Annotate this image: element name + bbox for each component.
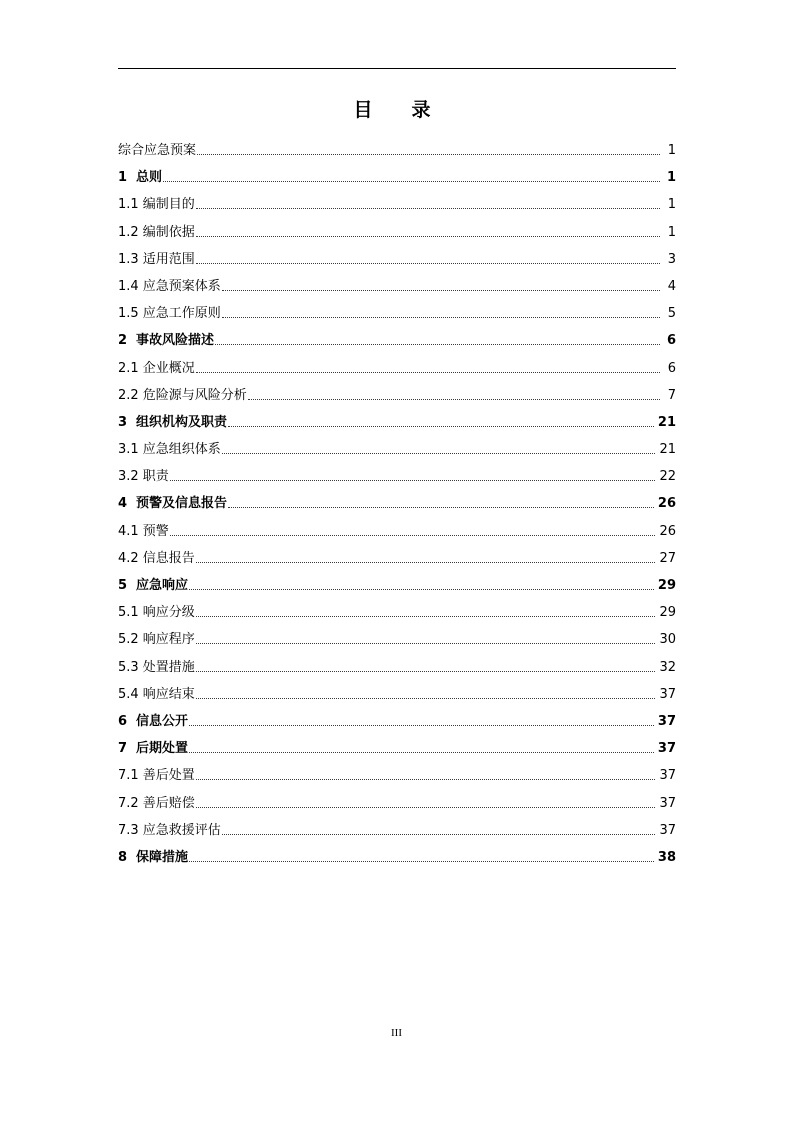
toc-entry[interactable]: [118, 715, 676, 728]
toc-entry-page: 22: [659, 469, 676, 485]
toc-leader-dots: [222, 316, 660, 318]
toc-entry-number: 1.5: [118, 306, 139, 322]
toc-entry-page: 38: [657, 849, 676, 865]
toc-entry-page: 29: [659, 605, 676, 621]
toc-entry-number: 8: [118, 849, 128, 865]
toc-entry-label: 组织机构及职责: [136, 414, 228, 430]
toc-entry-number: 5.3: [118, 659, 139, 675]
toc-entry-number: 3.1: [118, 442, 139, 458]
toc-leader-dots: [196, 371, 660, 373]
toc-entry[interactable]: [118, 253, 676, 266]
toc-leader-dots: [170, 479, 656, 481]
toc-entry-number: 1.2: [118, 224, 139, 240]
toc-entry-number: 1.3: [118, 251, 139, 267]
toc-leader-dots: [222, 452, 656, 454]
toc-entry-label: 应急预案体系: [142, 278, 221, 294]
toc-entry-number: 7: [118, 741, 128, 757]
toc-entry-number: 3: [118, 414, 128, 430]
toc-entry-number: 2.1: [118, 360, 139, 376]
header-divider: [118, 68, 676, 69]
toc-leader-dots: [189, 751, 654, 753]
toc-entry-number: 7.1: [118, 768, 139, 784]
toc-entry-label: 综合应急预案: [118, 143, 197, 158]
toc-leader-dots: [196, 806, 656, 808]
toc-entry-page: 1: [666, 170, 676, 186]
toc-entry[interactable]: [118, 171, 676, 184]
toc-entry[interactable]: [118, 525, 676, 538]
toc-entry-label: 保障措施: [136, 849, 189, 865]
toc-leader-dots: [222, 289, 660, 291]
toc-entry[interactable]: [118, 416, 676, 429]
toc-entry-page: 27: [659, 550, 676, 566]
toc-entry[interactable]: [118, 226, 676, 239]
toc-entry-number: 4.2: [118, 550, 139, 566]
page-content: [118, 68, 676, 878]
toc-entry-number: 2.2: [118, 387, 139, 403]
toc-entry-number: 2: [118, 333, 128, 349]
toc-entry[interactable]: [118, 797, 676, 810]
toc-leader-dots: [196, 262, 660, 264]
toc-entry-page: 4: [667, 278, 676, 294]
toc-leader-dots: [196, 670, 656, 672]
toc-entry-label: 善后处置: [142, 768, 195, 784]
table-of-contents: [118, 144, 676, 864]
toc-entry[interactable]: [118, 470, 676, 483]
toc-entry-page: 32: [659, 659, 676, 675]
toc-leader-dots: [248, 398, 660, 400]
toc-entry-page: 21: [657, 414, 676, 430]
toc-entry-label: 应急工作原则: [142, 306, 221, 322]
toc-entry-page: 26: [657, 496, 676, 512]
toc-entry-page: 6: [666, 333, 676, 349]
toc-leader-dots: [215, 343, 660, 345]
toc-entry[interactable]: [118, 661, 676, 674]
toc-entry-label: 预警: [142, 523, 169, 539]
toc-entry-number: 7.3: [118, 822, 139, 838]
toc-leader-dots: [196, 235, 660, 237]
toc-entry-page: 37: [659, 795, 676, 811]
toc-entry[interactable]: [118, 443, 676, 456]
toc-entry[interactable]: [118, 688, 676, 701]
toc-entry[interactable]: [118, 389, 676, 402]
toc-entry-label: 应急组织体系: [142, 442, 221, 458]
toc-leader-dots: [189, 588, 654, 590]
toc-entry-label: 应急响应: [136, 578, 189, 593]
footer-page-number: III: [391, 1027, 402, 1039]
toc-leader-dots: [197, 153, 660, 155]
toc-leader-dots: [163, 180, 660, 182]
toc-entry-page: 1: [667, 143, 676, 158]
toc-leader-dots: [222, 833, 656, 835]
toc-entry[interactable]: [118, 552, 676, 565]
toc-leader-dots: [196, 642, 656, 644]
toc-entry-label: 事故风险描述: [136, 333, 215, 349]
toc-entry-page: 37: [657, 713, 676, 729]
toc-entry-label: 信息公开: [136, 713, 189, 729]
toc-entry[interactable]: [118, 334, 676, 347]
toc-entry-page: 30: [659, 632, 676, 648]
toc-entry-number: 6: [118, 713, 128, 729]
toc-entry[interactable]: [118, 606, 676, 619]
toc-entry[interactable]: [118, 307, 676, 320]
toc-entry-label: 企业概况: [142, 360, 195, 376]
toc-entry-page: 37: [659, 822, 676, 838]
toc-entry[interactable]: [118, 362, 676, 375]
toc-leader-dots: [189, 860, 654, 862]
toc-leader-dots: [196, 778, 656, 780]
toc-entry-page: 5: [667, 306, 676, 322]
toc-entry-label: 编制目的: [142, 197, 195, 213]
toc-entry-number: 5.4: [118, 686, 139, 702]
toc-entry-page: 6: [667, 360, 676, 376]
toc-entry-label: 响应程序: [142, 632, 195, 648]
toc-entry-page: 37: [657, 741, 676, 757]
toc-entry[interactable]: [118, 633, 676, 646]
toc-leader-dots: [189, 724, 654, 726]
toc-entry-page: 26: [659, 523, 676, 539]
toc-entry-label: 响应分级: [142, 605, 195, 621]
toc-leader-dots: [196, 697, 656, 699]
toc-entry-label: 处置措施: [142, 659, 195, 675]
toc-entry[interactable]: [118, 769, 676, 782]
toc-leader-dots: [228, 506, 654, 508]
toc-entry-number: 4.1: [118, 523, 139, 539]
toc-entry-label: 预警及信息报告: [136, 496, 228, 512]
toc-entry-page: 21: [659, 442, 676, 458]
toc-entry-number: 5.1: [118, 605, 139, 621]
toc-entry-label: 危险源与风险分析: [142, 387, 247, 403]
page-title: 目 录: [353, 99, 441, 121]
toc-entry-number: 5: [118, 578, 128, 593]
toc-entry[interactable]: [118, 198, 676, 211]
toc-entry[interactable]: [118, 579, 676, 592]
toc-leader-dots: [196, 615, 656, 617]
toc-entry-label: 善后赔偿: [142, 795, 195, 811]
toc-entry-number: 3.2: [118, 469, 139, 485]
toc-entry-label: 后期处置: [136, 741, 189, 757]
toc-leader-dots: [196, 561, 656, 563]
toc-entry-label: 应急救援评估: [142, 822, 221, 838]
toc-entry-page: 7: [667, 387, 676, 403]
toc-entry-label: 职责: [142, 469, 169, 485]
toc-entry[interactable]: [118, 497, 676, 510]
toc-entry-page: 1: [667, 197, 676, 213]
toc-entry[interactable]: [118, 280, 676, 293]
toc-entry-number: 1.1: [118, 197, 139, 213]
toc-entry-label: 响应结束: [142, 686, 195, 702]
toc-leader-dots: [196, 207, 660, 209]
toc-entry-page: 1: [667, 224, 676, 240]
toc-entry-label: 编制依据: [142, 224, 195, 240]
toc-entry-page: 29: [657, 578, 676, 593]
toc-leader-dots: [170, 534, 656, 536]
toc-entry-number: 1.4: [118, 278, 139, 294]
toc-entry-label: 总则: [136, 170, 163, 186]
toc-entry-page: 3: [667, 251, 676, 267]
toc-entry-page: 37: [659, 686, 676, 702]
toc-entry-number: 5.2: [118, 632, 139, 648]
toc-entry[interactable]: [118, 144, 676, 157]
toc-entry-page: 37: [659, 768, 676, 784]
toc-entry[interactable]: [118, 824, 676, 837]
toc-entry-number: 1: [118, 170, 128, 186]
toc-entry[interactable]: [118, 742, 676, 755]
toc-entry-number: 7.2: [118, 795, 139, 811]
toc-entry-label: 适用范围: [142, 251, 195, 267]
toc-entry[interactable]: [118, 851, 676, 864]
toc-entry-number: 4: [118, 496, 128, 512]
toc-entry-label: 信息报告: [142, 550, 195, 566]
toc-leader-dots: [228, 425, 654, 427]
